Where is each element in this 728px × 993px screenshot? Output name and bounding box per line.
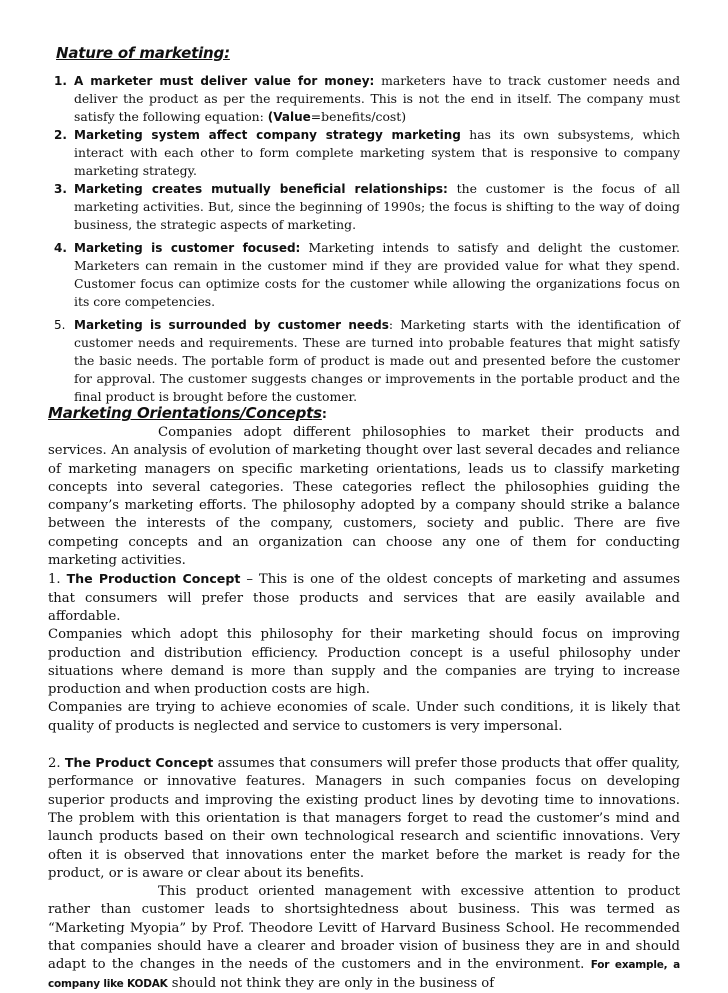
intro-paragraph: Companies adopt different philosophies to market their products and services. An analysis of evolution of marketing thought over last several decades and reliance of marketing managers on specific marketing orientations, leads us to classify marketing concepts into several categories. These categories reflect the philosophies guiding the company’s marketing efforts. The philosophy adopted by a company should strike a balance between the interests of the company, customers, society and public. There are five competing concepts and an organization can choose any one of them for conducting marketing activities. — [48, 425, 680, 569]
item-number: 4. — [54, 241, 67, 255]
product-number: 2. — [48, 756, 61, 772]
orientations-heading: Marketing Orientations/Concepts — [48, 404, 322, 422]
spacer — [48, 736, 680, 754]
item-body: Marketing intends to satisfy and delight the customer. Marketers can remain in the customer mind if they are provided value for what they spend. Customer focus can optimize costs for the customer while allowing the organizations focus on its core competencies. — [74, 240, 680, 309]
product-text: assumes that consumers will prefer those products that offer quality, performance or innovative features. Managers in such companies focus on developing superior products and improving the existing product lines by devoting time to innovations. The problem with this orientation is that managers forget to read the customer’s mind and launch products based on their own technological research and scientific innovations. Very often it is observed that innovations enter the market before the market is ready for the product, or is aware or clear about its benefits. — [48, 756, 681, 881]
item-text — [74, 72, 680, 126]
item-title: Marketing is surrounded by customer needs — [74, 318, 389, 332]
heading-colon: : — [321, 406, 327, 421]
item-title: Marketing is customer focused: — [74, 241, 301, 255]
orientations-heading-row — [48, 404, 327, 422]
item-text — [74, 316, 680, 406]
production-paragraph-2: Companies which adopt this philosophy for their marketing should focus on improving production and distribution efficiency. Production concept is a useful philosophy under situations where demand is more than supply and the companies are trying to increase production and when production costs are high. — [48, 627, 680, 698]
product-paragraph — [48, 754, 680, 883]
production-number: 1. — [48, 572, 61, 588]
equation-label: (Value — [267, 110, 311, 124]
item-number: 3. — [54, 182, 67, 196]
item-body: : Marketing starts with the identification of customer needs and requirements. These are turned into probable features that might satisfy the basic needs. The portable form of product is made out and presented before the customer for approval. The customer suggests changes or improvements in the portable product and the final product is brought before the customer. — [74, 317, 680, 404]
item-number: 1. — [54, 74, 67, 88]
example-bold: For example, a company like KODAK — [48, 959, 680, 990]
product-paragraph-2 — [48, 883, 680, 993]
orientations-body — [48, 424, 680, 993]
product-title: The Product Concept — [64, 755, 214, 771]
item-text — [74, 239, 680, 311]
equation-text: =benefits/cost) — [310, 109, 407, 124]
item-number: 2. — [54, 128, 67, 142]
item-body: has its own subsystems, which interact with each other to form complete marketing system that is responsive to company marketing strategy. — [74, 127, 680, 178]
item-text — [74, 180, 680, 234]
nature-heading: Nature of marketing: — [56, 44, 230, 62]
nature-list — [54, 72, 680, 406]
item-number: 5. — [54, 318, 66, 332]
production-title: The Production Concept — [66, 571, 241, 587]
list-item — [54, 72, 680, 126]
list-item — [54, 180, 680, 234]
myopia-text: This product oriented management with excessive attention to product rather than customer leads to shortsightedness about business. This was termed as “Marketing Myopia” by Prof. Theodore Levitt of Harvard Business School. He recommended that companies should have a clearer and broader vision of business they are in and should adapt to the changes in the needs of the customers and in the environment. — [48, 884, 680, 973]
production-text: – This is one of the oldest concepts of marketing and assumes that consumers will prefer those products and services that are easily available and affordable. — [48, 572, 680, 624]
list-item — [54, 126, 680, 180]
item-title: Marketing creates mutually beneficial relationships: — [74, 182, 448, 196]
list-item — [54, 239, 680, 311]
item-title: A marketer must deliver value for money: — [74, 74, 375, 88]
production-paragraph — [48, 570, 680, 626]
list-item — [54, 316, 680, 406]
example-text: should not think they are only in the business of — [167, 975, 495, 991]
item-body: the customer is the focus of all marketing activities. But, since the beginning of 1990s; the focus is shifting to the way of doing business, the strategic aspects of marketing. — [74, 181, 680, 232]
production-paragraph-3: Companies are trying to achieve economies of scale. Under such conditions, it is likely that quality of products is neglected and service to customers is very impersonal. — [48, 700, 680, 734]
item-body: marketers have to track customer needs and deliver the product as per the requirements. This is not the end in itself. The company must satisfy the following equation: — [74, 73, 680, 124]
item-title: Marketing system affect company strategy marketing — [74, 128, 461, 142]
item-text — [74, 126, 680, 180]
